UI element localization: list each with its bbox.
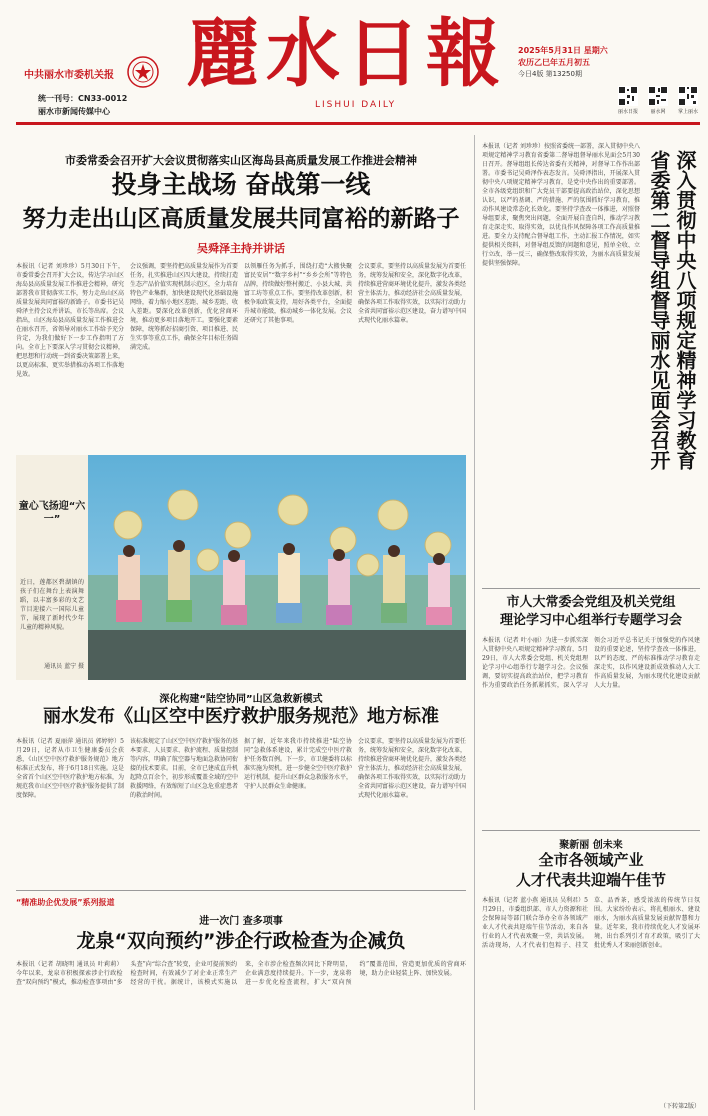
lunar-date: 农历乙巳年五月初五 <box>518 58 590 67</box>
seal-icon <box>126 55 160 89</box>
qr-label: 掌上丽水 <box>677 109 698 115</box>
column-divider <box>474 135 475 1110</box>
npc-body: 本报讯（记者 叶小丽）为进一步抓实深入贯彻中央八项规定精神学习教育，5月29日，市人大常委会党组、机关党组理论学习中心组举行专题学习会。会议强调，要切实提高政治站位，把学习教育作为重要政治任务抓紧抓实，深入学习领会习近平总书记关于加强党的作风建设的重要论述，坚持学查改一体推进，以严的态度、严的标准推动学习教育走深走实，以作风建设新成效推动人大工作高质量发展，为丽水现代化建设贡献人大力量。 <box>482 637 700 689</box>
talent-body: 本报讯（记者 蓝小燕 通讯员 吴利君）5月29日，市委组织部、市人力资源和社会保障局等部门联合举办全市各领域产业人才代表共迎端午佳节活动，来自各行业的人才代表欢聚一堂，共话发展。活动现场，人才代表们包粽子、挂艾草、品香茶，感受浓浓的传统节日氛围。大家纷纷表示，将扎根丽水、建设丽水，为丽水高质量发展贡献智慧和力量。近年来，我市持续优化人才发展环境，出台系列引才育才政策，吸引了大批优秀人才来丽创新创业。 <box>482 897 700 949</box>
provincial-headline-1: 深入贯彻中央八项规定精神学习教育 <box>673 150 697 470</box>
section-divider <box>16 890 466 891</box>
longquan-kicker: 进一次门 查多项事 <box>199 916 283 927</box>
talent-headline-2: 人才代表共迎端午佳节 <box>515 871 666 889</box>
qr-code-icon <box>618 86 638 106</box>
talent-kicker: 聚新丽 创未来 <box>559 840 623 851</box>
masthead-title-en: LISHUI DAILY <box>315 100 397 110</box>
lead-body-col2: 会议强调，要坚持把高质量发展作为首要任务，扎实推进山区四大建设，持续打造生态产品价值实现机制示范区，全力培育特色产业集群，加快建设现代化基础设施网络，着力缩小地区差距、城乡差距、收入差距。要深化改革创新，优化营商环境，推动更多项目落地开工。要强化要素保障，统筹抓好招商引资、项目推进、民生实事等重点工作，确保全年目标任务圆满完成。 <box>130 263 238 351</box>
talent-headline-1: 全市各领域产业 <box>538 851 644 869</box>
series-tag: “精准助企优发展”系列报道 <box>16 898 115 907</box>
provincial-headline-2: 省委第二督导组督导丽水见面会召开 <box>647 150 671 470</box>
issue-date: 2025年5月31日 星期六 <box>518 46 608 55</box>
photo-credit: 通讯员 蓝宁 摄 <box>44 663 84 670</box>
lead-body-col3: 以领雁任务为抓手，围绕打造“大搬快聚富民安居”“数字乡村”“乡乡会所”等特色品牌，持续做好整村搬迁、小县大城、共富工坊等重点工作。要坚持改革创新，积极争取政策支持，用好各类平台，全面提升城市能级，推动城乡一体化发展。会议还研究了其他事项。 <box>244 263 352 324</box>
party-paper-label: 中共丽水市委机关报 <box>24 70 114 81</box>
npc-headline-1: 市人大常委会党组及机关党组 <box>506 595 676 610</box>
aviation-kicker: 深化构建“陆空协同”山区急救新模式 <box>159 694 323 705</box>
children-dance-photo <box>88 455 466 680</box>
lead-headline-1: 投身主战场 奋战第一线 <box>111 170 371 199</box>
lead-kicker: 市委常委会召开扩大会议贯彻落实山区海岛县高质量发展工作推进会精神 <box>65 154 417 167</box>
issn-label: 统一刊号：CN33-0012 <box>38 94 128 103</box>
aviation-body-col1: 本报讯（记者 夏丽萍 通讯员 郭婷婷）5月29日，记者从市卫生健康委员会获悉，《山区空中医疗救护服务规范》地方标准正式发布，将于6月18日实施。这是全省首个山区空中医疗救护地方标准，为规范我市山区空中医疗救护服务提供了制度保障。 <box>16 738 124 799</box>
photo-caption-body: 近日，莲都区碧湖镇的孩子们在舞台上表演舞蹈，以丰富多彩的文艺节目迎接六一国际儿童节，展现了新时代少年儿童的精神风貌。 <box>20 579 84 631</box>
aviation-body-col3: 据了解，近年来我市持续推进“陆空协同”急救体系建设，累计完成空中医疗救护任务数百例。下一步，市卫健委将以标准实施为契机，进一步健全空中医疗救护运行机制，提升山区群众急救服务水平，守护人民群众生命健康。 <box>244 738 352 790</box>
masthead-rule <box>16 122 700 125</box>
section-divider <box>482 588 700 589</box>
lead-body-col4: 会议要求，要坚持以高质量发展为首要任务，统筹发展和安全，深化数字化改革，持续推进营商环境优化提升，激发各类经营主体活力，推动经济社会高质量发展，确保各项工作取得实效，以实际行动助力全省共同富裕示范区建设，奋力谱写中国式现代化丽水篇章。 <box>358 263 466 324</box>
lead-byline: 吴舜泽主持并讲话 <box>197 242 285 255</box>
qr-label: 丽水日报 <box>617 109 638 115</box>
lead-body-col1: 本报讯（记者 刘珍珍）5月30日下午，市委常委会召开扩大会议，传达学习山区海岛县高质量发展工作推进会精神，研究部署我市贯彻落实工作，努力走出山区高质量发展共同富裕的新路子。市委书记吴舜泽主持会议并讲话，市长等出席。会议指出，山区海岛县高质量发展工作推进会在丽水召开，省领导对丽水工作给予充分肯定，为我们做好下一步工作指明了方向。全市上下要深入学习贯彻会议精神，把思想和行动统一到省委决策部署上来，以更高标准、更实举措推动各项工作落地见效。 <box>16 263 124 378</box>
aviation-body-col4: 会议要求，要坚持以高质量发展为首要任务，统筹发展和安全，深化数字化改革，持续推进营商环境优化提升，激发各类经营主体活力，推动经济社会高质量发展，确保各项工作取得实效，以实际行动助力全省共同富裕示范区建设，奋力谱写中国式现代化丽水篇章。 <box>358 738 466 799</box>
issue-number: 今日4版 第13250期 <box>518 70 582 78</box>
publisher-label: 丽水市新闻传媒中心 <box>38 107 110 116</box>
npc-headline-2: 理论学习中心组举行专题学习会 <box>499 613 682 628</box>
aviation-headline: 丽水发布《山区空中医疗救护服务规范》地方标准 <box>43 706 439 727</box>
longquan-headline: 龙泉“双向预约”涉企行政检查为企减负 <box>76 930 406 952</box>
qr-code-icon <box>678 86 698 106</box>
section-divider <box>482 830 700 831</box>
provincial-body: 本报讯（记者 刘珍珍）按照省委统一部署，深入贯彻中央八项规定精神学习教育省委第二督导组督导丽水见面会5月30日召开。督导组组长传达省委有关精神，对督导工作作出部署。市委书记吴舜泽作表态发言。吴舜泽指出，开展深入贯彻中央八项规定精神学习教育，是党中央作出的重要部署。全市各级党组织和广大党员干部要提高政治站位，深化思想认识，以严的基调、严的措施、严的氛围抓好学习教育，推动作风建设常态化长效化。要坚持学查改一体推进，对照督导组要求，聚焦突出问题，全面开展自查自纠，推动学习教育走深走实、取得实效，以优良作风保障各项工作高质量推进。要全力支持配合督导组工作，主动汇报工作情况，如实提供相关资料，对督导组反馈的问题和意见，照单全收、立行立改、举一反三，确保整改取得实效，为丽水高质量发展提供坚强保障。 <box>482 143 640 267</box>
photo-caption-title: 童心飞扬迎“六一” <box>18 501 86 525</box>
lead-headline-2: 努力走出山区高质量发展共同富裕的新路子 <box>22 206 460 232</box>
qr-label: 丽水网 <box>650 109 666 115</box>
continued-note: （下转第2版） <box>660 1103 700 1110</box>
qr-code-icon <box>648 86 668 106</box>
masthead-title: 麗水日報 <box>186 11 506 97</box>
aviation-body-col2: 该标准规定了山区空中医疗救护服务的基本要求、人员要求、救护流程、质量控制等内容，明确了航空器与地面急救协同衔接的技术要求。目前，全市已建成直升机起降点百余个，初步形成覆盖全域的空中救援网络，有效缩短了山区急危重症患者的救治时间。 <box>130 738 238 799</box>
longquan-body: 本报讯（记者 胡晓明 通讯员 叶莉莉）今年以来，龙泉市积极探索涉企行政检查“双向预约”模式，推动检查事项由“多头查”向“综合查”转变，企业可提前预约检查时间，有效减少了对企业正常生产经营的干扰。据统计，该模式实施以来，全市涉企检查频次同比下降明显，企业满意度持续提升。下一步，龙泉将进一步优化检查流程，扩大“双向预约”覆盖范围，营造更加优质的营商环境，助力企业轻装上阵、加快发展。 <box>16 961 466 986</box>
